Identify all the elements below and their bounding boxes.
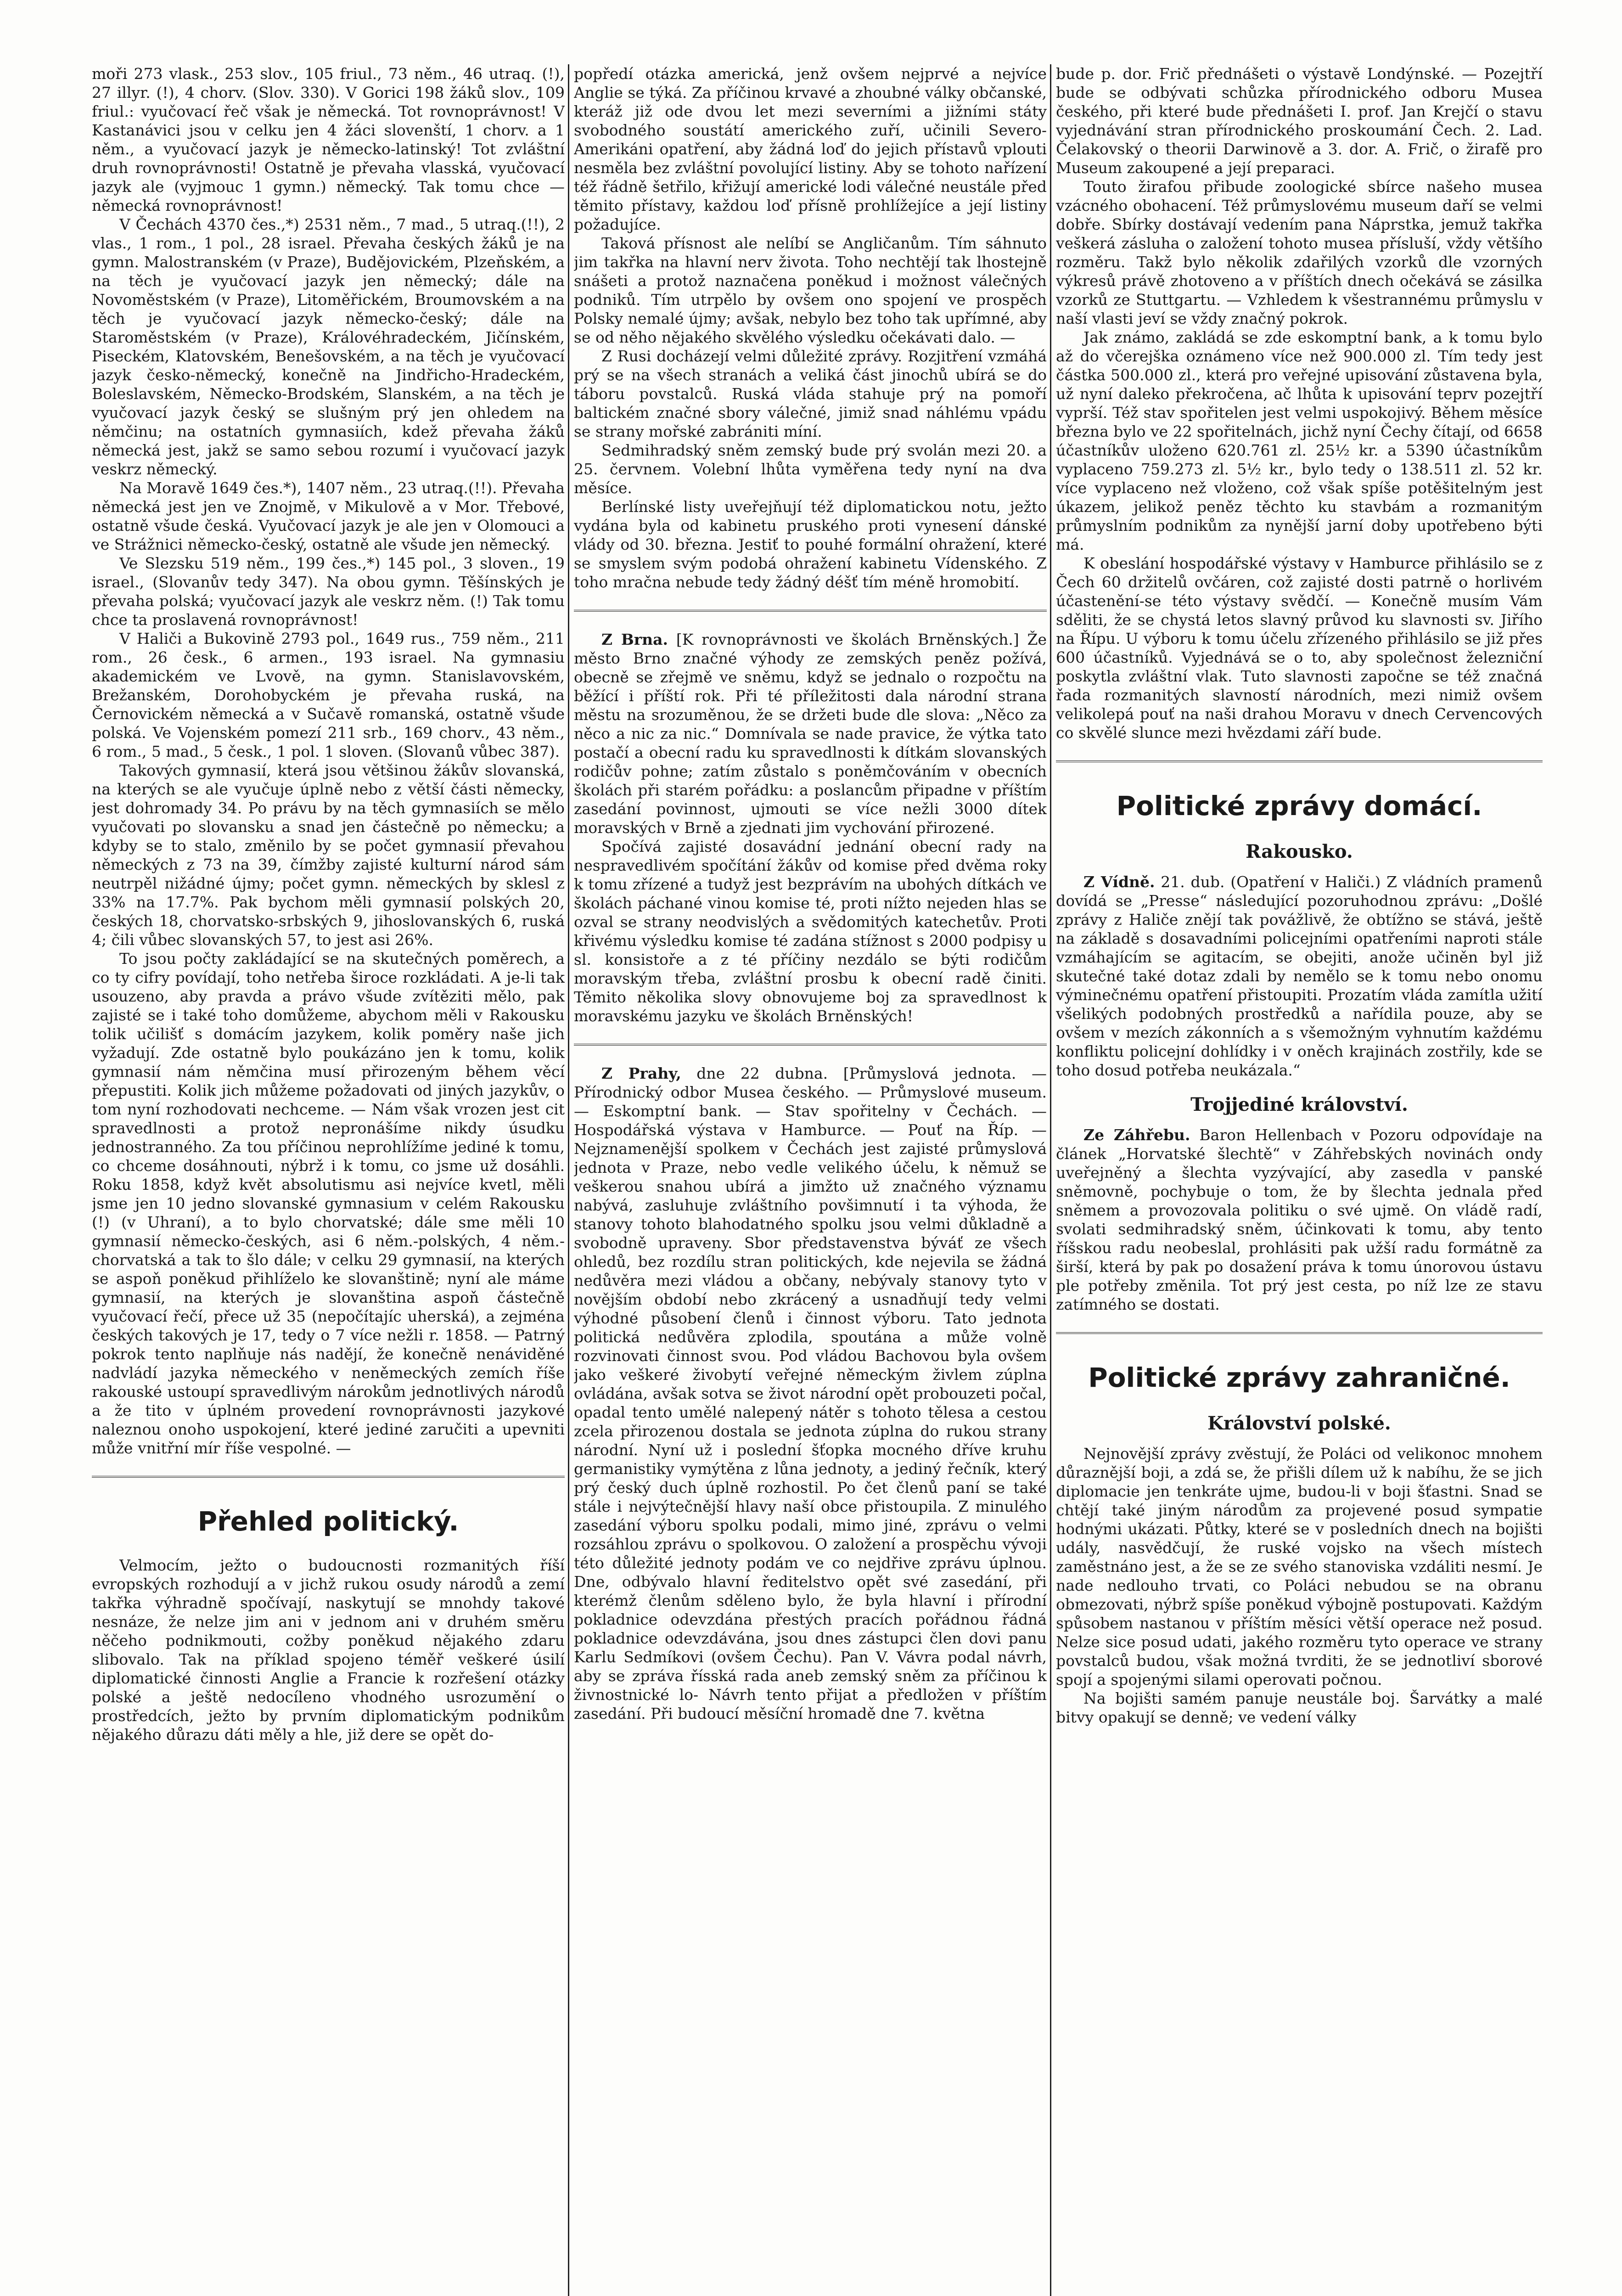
- subsection-heading: Rakousko.: [1246, 841, 1353, 862]
- paragraph: Spočívá zajisté dosavádní jednání obecní rady na nespravedlivém spočítání žákův od komise před dvěma roky k tomu zřízené a tudyž jest bezprávím na ubohých dítkách ve školách páchané vinou komise té, proti nížto nejeden hlas se ozval se strany neodvislých a svědomitých katechetův. Proti křivému výsledku komise té zadána stížnost s 2000 podpisy u sl. konsistoře a z té příčiny nezdálo se býti rodičům moravským třeba, zvláštní prosbu k obecní radě činiti. Těmito několika slovy obnovujeme boj za spravedlnost k moravskému jazyku ve školách Brněnských!: [574, 838, 1047, 1025]
- column-divider: [1050, 64, 1051, 2296]
- dateline-city: Z Prahy,: [601, 1064, 681, 1082]
- paragraph: Takových gymnasií, která jsou většinou žákův slovanská, na kterých se ale vyučuje úplně nebo z větší části německy, jest dohromady 34. Po právu by na těch gymnasiích se mělo vyučovati po slovansku a snad jen částečně po německu; a kdyby se to stalo, změnilo by se počet gymnasií převahou německých z 73 na 39, čímžby zajisté kulturní národ sám neutrpěl nižádné újmy; počet gymn. německých by sklesl z 33% na 17.7%. Pak bychom měli gymnasií polských 20, českých 18, chorvatsko-srbských 9, jihoslovanských 6, ruská 4; čili vůbec slovanských 57, to jest asi 26%.: [92, 761, 565, 949]
- subsection-heading: Trojjediné království.: [1190, 1094, 1408, 1115]
- paragraph: [574, 630, 1047, 837]
- column-divider: [568, 64, 569, 2296]
- article-text: [K rovnoprávnosti ve školách Brněnských.] Že město Brno značné výhody ze zemských peněz požívá, obecně se zřejmě ve sněmu, když se jednalo o rozpočtu na běžící i příští rok. Při té příležitosti dala národní strana městu na srozuměnou, že se držeti bude dle slova: „Něco za něco a nic za nic.“ Domnívala se nade pravice, že výtka tato postačí a obecní radu ku spravedlnosti k dítkám slovanských rodičův pohne; zatím zůstalo s poněmčováním v obecních školách při starém pořádku: a poslancům připadne v příštím zasedání povinnost, ujmouti se více nežli 3000 dítek moravských v Brně a zjednati jim vychování přirozené.: [574, 630, 1047, 837]
- paragraph: Nejnovější zprávy zvěstují, že Poláci od velikonoc mnohem důraznější boji, a zdá se, že přišli dílem už k nabíhu, že se jich diplomacie jen tenkráte ujme, budou-li v boji šťastni. Snad se chtějí také jiným národům za projevené posud sympatie hodnými ukázati. Půtky, které se v posledních dnech na bojišti udály, nasvědčují, že ruské vojsko na všech místech zaměstnáno jest, a že se ze svého stanoviska vzdáliti nesmí. Je nade nedlouho trvati, co Poláci nebudou se na obranu obmezovati, nýbrž spíše poněkud výbojně postupovati. Každým spůsobem nastanou v příštím měsíci větší operace než posud. Nelze sice posud udati, jakého rozměru tyto operace ve strany povstalců budou, však možná tvrditi, že se jednotliví sborové spojí a spojenými silami operovati počnou.: [1056, 1445, 1543, 1688]
- paragraph: Na bojišti samém panuje neustále boj. Šarvátky a malé bitvy opakují se denně; ve vedení války: [1056, 1689, 1543, 1726]
- paragraph: To jsou počty zakládající se na skutečných poměrech, a co ty cifry povídají, toho netřeba široce rozkládati. A je-li tak usouzeno, aby pravda a právo všude zvítěziti mělo, pak zajisté se i také toho domůžeme, abychom měli v Rakousku tolik učilišť s domácím jazykem, kolik poměry naše jich vyžadují. Zde ostatně bylo poukázáno jen k tomu, kolik gymnasií nám němčina musí přirozeným během věcí přepustiti. Kolik jich můžeme požadovati od jiných jazykův, o tom nyní rozhodovati nechceme. — Nám však vrozen jest cit spravedlnosti a protož nepronášíme nikdy úsudku jednostranného. Za tou příčinou neprohlížíme jediné k tomu, co chceme dosáhnouti, nýbrž i k tomu, co jsme už dosáhli. Roku 1858, když květ absolutismu asi nejvíce kvetl, měli jsme jen 10 jedno slovanské gymnasium v celém Rakousku (!) (v Uhraní), a to bylo chorvatské; dále sme měli 10 gymnasií německo-českých, asi 6 něm.-polských, 4 něm.-chorvatská a tak to šlo dále; v celku 29 gymnasií, na kterých se aspoň poněkud přihlíželo ke slovanštině; nyní ale máme gymnasií, na kterých je slovanština aspoň částečně vyučovací řečí, přece už 35 (nepočítajíc uherská), a zejména českých takových je 17, tedy o 7 více nežli r. 1858. — Patrný pokrok tento naplňuje nás nadějí, že konečně nenáviděné nadvládí jazyka německého v neněmeckých zemích říše rakouské ustoupí spravedlivým nárokům jednotlivých národů a že tito v úplném provedení rovnoprávnosti jazykové naleznou onoho uspokojení, které jediné zaručiti a upevniti může vnitřní mír říše vespolné. —: [92, 950, 565, 1457]
- section-rule: [1056, 1332, 1543, 1334]
- paragraph: Touto žirafou přibude zoologické sbírce našeho musea vzácného obohacení. Též průmyslovému museum daří se velmi dobře. Sbírky dostávají vedením pana Náprstka, jemuž takřka veškerá zásluha o založení tohoto musea přísluší, vždy většího rozměru. Takž bylo několik zdařilých vzorků dle vzorných výkresů právě zhotoveno a v příštích dnech očekává se zásilka vzorků ze Stuttgartu. — Vzhledem k všestrannému průmyslu v naší vlasti jeví se vždy značný pokrok.: [1056, 178, 1543, 327]
- article-text: Baron Hellenbach v Pozoru odpovídaje na článek „Horvatské šlechtě“ v Záhřebských novinách ondy uveřejněný a šlechta vyzývající, aby zasedla v panské sněmovně, pochybuje o tom, že by šlechta jednala před sněmem a provozovala politiku o své ujmě. On vládě radí, svolati sedmihradský sněm, účinkovati k tomu, aby tento říšskou radu neobeslal, prohlásiti pak užší radu formátně za širší, která by pak po dosažení práva k tomu únorovou ústavu ple potřeby změnila. Tot prý jest cesta, po níž lze ze stavu zatímného se dostati.: [1056, 1126, 1543, 1313]
- column-3: [1056, 64, 1543, 2296]
- dateline-city: Ze Záhřebu.: [1083, 1126, 1190, 1144]
- paragraph: Berlínské listy uveřejňují též diplomatickou notu, ježto vydána byla od kabinetu pruského proti vynesení dánské vlády od 30. března. Jestiť to pouhé formální ohražení, které se smyslem svým podobá ohražení kabinetu Vídenského. Z toho mračna nebude tedy žádný déšť tím méně hromobití.: [574, 498, 1047, 591]
- paragraph: V Haliči a Bukovině 2793 pol., 1649 rus., 759 něm., 211 rom., 26 česk., 6 armen., 193 israel. Na gymnasiu akademickém ve Lvově, na gymn. Stanislavovském, Brežanském, Dorohobyckém je převaha ruská, na Černovickém německá a v Sučavě romanská, ostatně všude polská. Ve Vojenském pomezí 211 srb., 169 chorv., 43 něm., 6 rom., 5 mad., 5 česk., 1 pol. 1 sloven. (Slovanů vůbec 387).: [92, 630, 565, 760]
- column-1: [92, 64, 565, 2296]
- dateline-city: Z Brna.: [601, 630, 668, 648]
- paragraph: Velmocím, ježto o budoucnosti rozmanitých říší evropských rozhodují a v jichž rukou osudy národů a zemí takřka výhradně spočívají, naskytují se mnohdy takové nesnáze, že nelze jim ani v jednom ani v druhém směru něčeho podnikmouti, cožby poněkud nějakého zdaru slibovalo. Tak na příklad spojeno téměř veškeré úsilí diplomatické činnosti Anglie a Francie k rozřešení otázky polské a ještě nedocíleno vhodného usrozumění o prostředcích, ježto by prvním diplomatickým podnikům nějakého důrazu dáti měly a hle, již dere se opět do-: [92, 1556, 565, 1744]
- paragraph: Z Rusi docházejí velmi důležité zprávy. Rozjitření vzmáhá prý se na všech stranách a veliká část jinochů ubírá se do táboru povstalců. Ruská vláda stahuje prý na pomoří baltickém značné sbory válečné, jimiž snad náhlému vpádu se strany mořské zabrániti míní.: [574, 347, 1047, 440]
- paragraph: Taková přísnost ale nelíbí se Angličanům. Tím sáhnuto jim takřka na hlavní nerv života. Toho nechtějí tak lhostejně snášeti a protož naznačena poněkud i možnost válečných podniků. Tím utrpělo by ovšem ono spojení ve prospěch Polsky nemalé újmy; avšak, nebylo bez toho tak upřímné, aby se od něho nějakého skvělého výsledku očekávati dalo. —: [574, 234, 1047, 346]
- paragraph: V Čechách 4370 čes.,*) 2531 něm., 7 mad., 5 utraq.(!!), 2 vlas., 1 rom., 1 pol., 28 israel. Převaha českých žáků je na gymn. Malostranském (v Praze), Budějovickém, Plzeňském, a na těch je vyučovací jazyk jen německý; dále na Novoměstském (v Praze), Litoměřickém, Broumovském a na těch je vyučovací jazyk německo-český; dále na Staroměstském (v Praze), Královéhradeckém, Jičínském, Piseckém, Klatovském, Benešovském, a na těch je vyučovací jazyk česko-německý, konečně na Jindřicho-Hradeckém, Boleslavském, Německo-Brodském, Slanském, a na těch je vyučovací jazyk český se slušným prý jen ohledem na němčinu; na ostatních gymnasiích, kdež převaha žáků německá jest, jakž se samo sebou rozumí i vyučovací jazyk veskrz německý.: [92, 215, 565, 478]
- column-2: [574, 64, 1047, 2296]
- paragraph: Jak známo, zakládá se zde eskomptní bank, a k tomu bylo až do včerejška oznámeno více než 900.000 zl. Tím tedy jest částka 500.000 zl., která pro veřejné upisování zůstavena byla, už nyní daleko překročena, ač lhůta k upisování teprv pozejtří vyprší. Též stav spořitelen jest velmi uspokojivý. Během měsíce března bylo ve 22 spořitelnách, jichž nyní Čechy čítají, od 6658 účastníkův uloženo 620.761 zl. 25½ kr. a 5390 účastníkům vyplaceno 759.273 zl. 5½ kr., bylo tedy o 138.511 zl. 52 kr. více vyplaceno než vloženo, což však spíše potěšitelným jest úkazem, jelikož peněz těchto ku stavbám a rozmanitým průmyslním podnikům za nynější jarní doby upotřebeno býti má.: [1056, 328, 1543, 553]
- paragraph: Ve Slezsku 519 něm., 199 čes.,*) 145 pol., 3 sloven., 19 israel., (Slovanův tedy 347). Na obou gymn. Těšínských je převaha polská; vyučovací jazyk ale veskrz něm. (!) Tak tomu chce ta proslavená rovnoprávnost!: [92, 554, 565, 629]
- paragraph: moři 273 vlask., 253 slov., 105 friul., 73 něm., 46 utraq. (!), 27 illyr. (!), 4 chorv. (Slov. 330). V Gorici 198 žáků slov., 109 friul.: vyučovací řeč však je německá. Tot rovnoprávnost! V Kastanávici jsou v celku jen 4 žáci slovenští, 1 chorv. a 1 něm., a vyučovací jazyk je německo-latinský! Tot zvláštní druh rovnoprávnosti! Ostatně je převaha vlasská, vyučovací jazyk ale (vyjmouc 1 gymn.) německý. Tak tomu chce — německá rovnoprávnost!: [92, 65, 565, 214]
- article-text: [Průmyslová jednota. — Přírodnický odbor Musea českého. — Průmyslové museum. — Eskomptní bank. — Stav spořitelny v Čechách. — Hospodářská výstava v Hamburce. — Pouť na Říp. — Nejznamenější spolkem v Čechách jest zajisté průmyslová jednota v Praze, nebo vedle velikého účelu, k němuž se veškerou snahou ubírá a jimžto už značného významu nabývá, zasluhuje zvláštního povšimnutí i ta výhoda, že stanovy tohoto blahodatného spolku jsou velmi důkladně a svobodně upraveny. Sbor představenstva býváť ze všech ohledů, bez rozdílu stran politických, kde nejevila se žádná nedůvěra mezi vládou a občany, nebývaly stanovy tyto v novějším období nebo zkrácený a usnadňují tedy velmi výhodné působení členů i činnost výboru. Tato jednota politická nedůvěra zplodila, spoutána a může volně rozvinovati činnost svou. Pod vládou Bachovou byla ovšem jako veškeré živobytí veřejné německým živlem zúplna ovládána, avšak sotva se život národní opět probouzeti počal, opadal tento umělé nalepený nátěr s tohoto tělesa a cestou zcela přirozenou dostala se jednota zúplna do rukou strany národní. Nyní už i poslední šťopka mocného dříve kruhu germanistiky vymýtěna z lůna jednoty, a jediný řečník, který prý český duch úplně rozhostil. Po čet členů paní se také stále i nejvýtečnější hlavy naší obce přistoupila. Z minulého zasedání výboru spolku podali, mimo jiné, zprávu o velmi rozsáhlou zprávu o spolkovou. O založení a prospěchu vývoji této důležité jednoty podám ve co nejdřive zprávu úplnou. Dne, odbývalo hlavní ředitelstvo opět své zasedání, při kterémž členům sděleno bylo, že byla hlavní i přírodní pokladnice odevzdána přestých pracích pořádnou řádná pokladnice odevzdávána, jsou dnes zástupci člen dovi panu Karlu Sedmíkovi (ovšem Čechu). Pan V. Vávra podal návrh, aby se zpráva řísská rada aneb zemský sněm za příčinou k živnostnické lo- Návrh tento přijat a předložen v příštím zasedání. Při budoucí měsíční hromadě dne 7. května: [574, 1064, 1047, 1722]
- paragraph: Sedmihradský sněm zemský bude prý svolán mezi 20. a 25. červnem. Volební lhůta vyměřena tedy nyní na dva měsíce.: [574, 441, 1047, 497]
- section-rule: [574, 1044, 1047, 1046]
- dateline-city: Z Vídně.: [1083, 873, 1155, 891]
- section-rule: [1056, 760, 1543, 762]
- dateline-date: dne 22 dubna.: [696, 1064, 828, 1082]
- article-text: 21. dub. (Opatření v Haliči.) Z vládních pramenů dovídá se „Presse“ následující pozoruhodnou zprávu: „Došlé zprávy z Haliče znějí tak povážlivě, že obtížno se stává, ještě na základě s dosavadními policejními opatřeními naproti stále vzmáhajícím se agitacím, se obejiti, anože učiněn byl již skutečné také dotaz zdali by nemělo se k tomu nebo onomu výminečnému opatření přistoupiti. Prozatím vláda zamítla užití všelikých podobných prostředků a nařídila pouze, aby se ovšem v mezích zákonních a s všemožným vyhnutím každému konfliktu policejní dohlídky i v oněch krajinách zostřily, kde se toho dosud potřeba neukázala.“: [1056, 873, 1543, 1079]
- paragraph: bude p. dor. Frič přednášeti o výstavě Londýnské. — Pozejtří bude se odbývati schůzka přírodnického odboru Musea českého, při které bude přednášeti I. prof. Jan Krejčí o stavu vyjednávání stran přírodnického proskoumání Čech. 2. Lad. Čelakovský o theorii Darwinově a 3. dor. A. Frič, o žirafě pro Museum zakoupené a její preparaci.: [1056, 65, 1543, 177]
- section-rule: [574, 610, 1047, 612]
- paragraph: K obeslání hospodářské výstavy v Hamburce přihlásilo se z Čech 60 držitelů ovčáren, což zajisté dosti patrně o horlivém účastenění-se této výstavy svědčí. — Konečně musím Vám sděliti, že se chystá letos slavný průvod ku slavnosti sv. Jiřího na Řípu. U výboru k tomu účelu zřízeného přihlásilo se již přes 600 účastníků. Vyjednává se o to, aby společnost železniční poskytla zvláštní vlak. Tuto slavnosti započne se též značná řada rozmanitých slavností národních, mezi nimiž ovšem velikolepá pouť na naši drahou Moravu v dnech Cervencových co skvělé slunce mezi hvězdami září bude.: [1056, 554, 1543, 742]
- section-rule: [92, 1476, 565, 1478]
- paragraph: Na Moravě 1649 čes.*), 1407 něm., 23 utraq.(!!). Převaha německá jest jen ve Znojmě, v Mikulově a v Mor. Třebové, ostatně všude česká. Vyučovací jazyk je ale jen v Olomouci a ve Strážnici německo-český, ostatně ale všude jen německý.: [92, 479, 565, 553]
- section-heading: Politické zprávy domácí.: [1116, 790, 1482, 822]
- paragraph: popředí otázka americká, jenž ovšem nejprvé a nejvíce Anglie se týká. Za příčinou krvavé a zhoubné války občanské, kteráž již ode dvou let mezi severními a jižními státy svobodného soustátí amerického zuří, učinili Severo-Amerikáni opatření, aby žádná loď do jejich přístavů vplouti nesměla bez zvláštní povolující listiny. Aby se tohoto nařízení též řádně šetřilo, křižují americké lodi válečné neustále před těmito přístavy, každou loď přísně prohlížejíce a její listiny požadujíce.: [574, 65, 1047, 233]
- subsection-heading: Království polské.: [1207, 1412, 1391, 1434]
- section-heading: Politické zprávy zahraničné.: [1088, 1362, 1510, 1393]
- section-heading: Přehled politický.: [197, 1506, 459, 1537]
- paragraph: [1056, 1125, 1543, 1314]
- paragraph: [574, 1064, 1047, 1723]
- paragraph: [1056, 872, 1543, 1080]
